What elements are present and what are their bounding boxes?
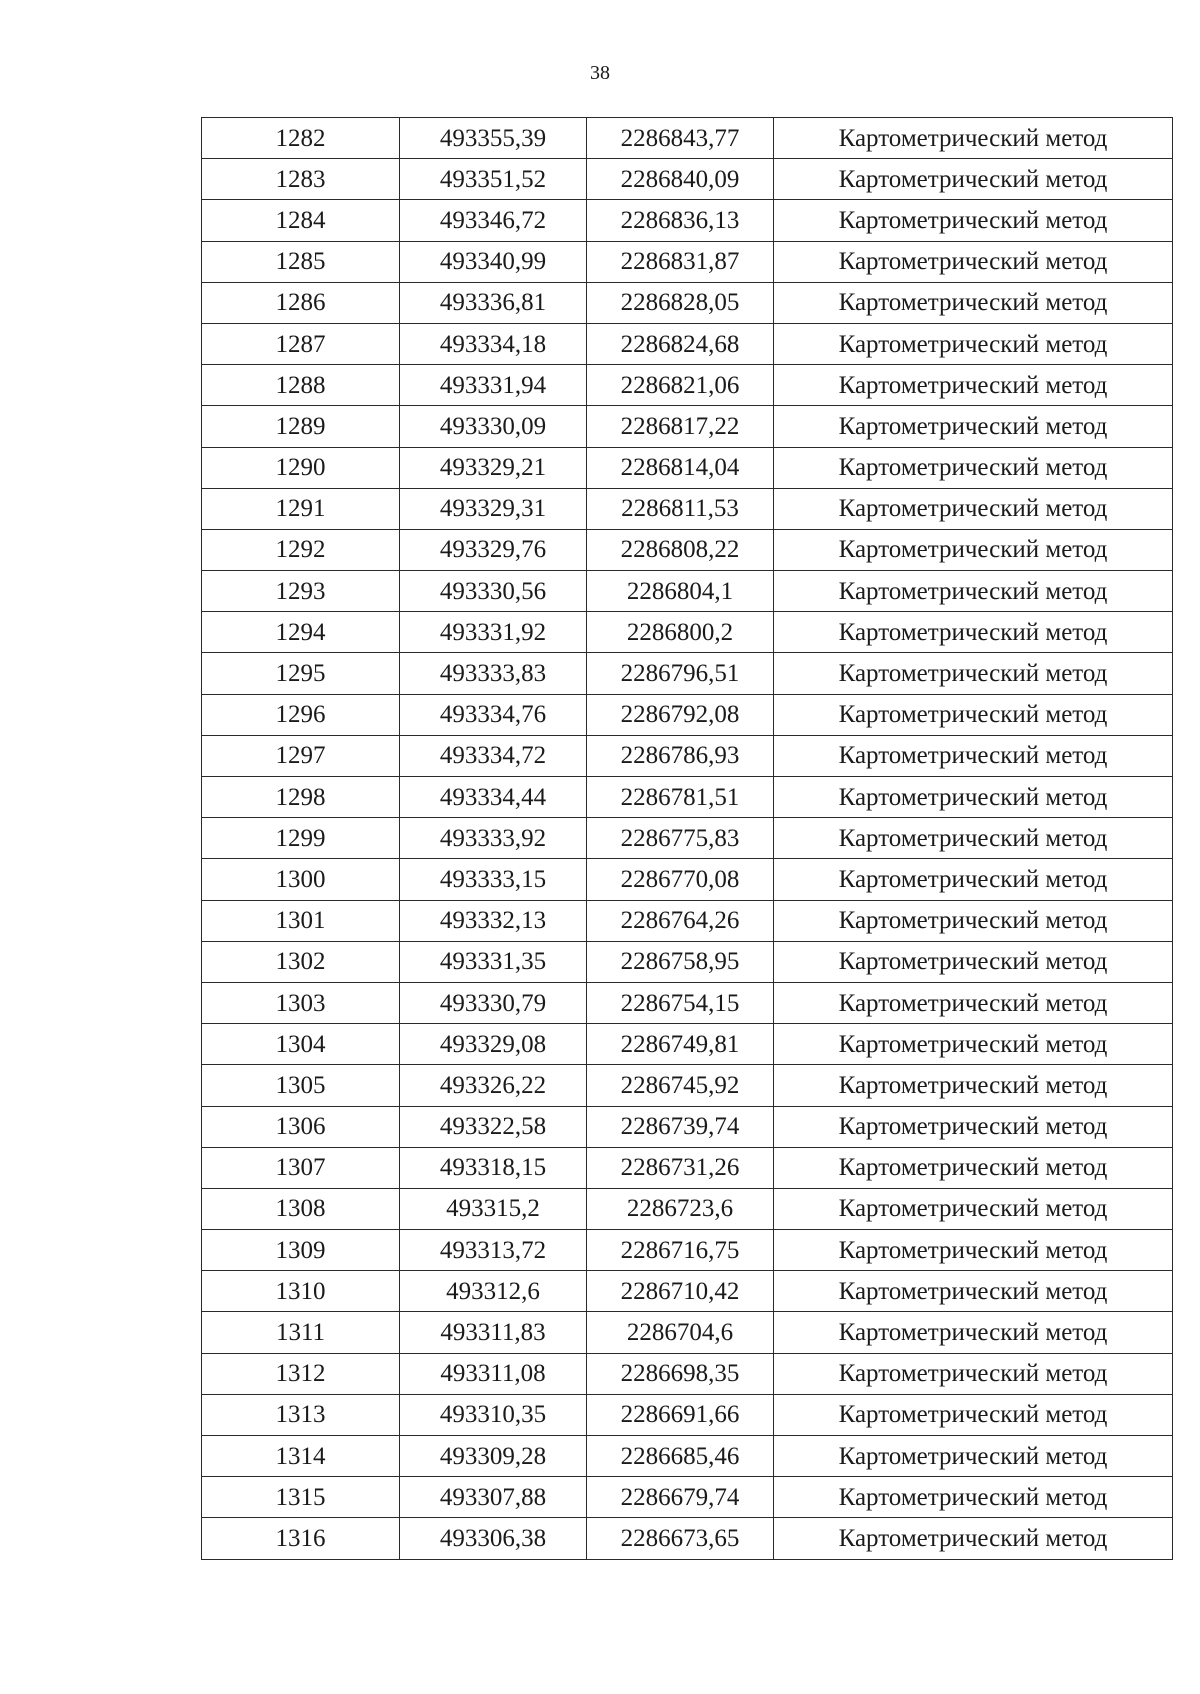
method-cell: Картометрический метод [774,1436,1173,1477]
table-row [202,941,1173,982]
point-number-cell: 1292 [202,529,400,570]
method-cell: Картометрический метод [774,859,1173,900]
method-cell: Картометрический метод [774,200,1173,241]
method-cell: Картометрический метод [774,1518,1173,1559]
y-coordinate-cell: 2286831,87 [587,241,774,282]
y-coordinate-cell: 2286710,42 [587,1271,774,1312]
method-cell: Картометрический метод [774,777,1173,818]
point-number-cell: 1309 [202,1230,400,1271]
y-coordinate-cell: 2286840,09 [587,159,774,200]
x-coordinate-cell: 493336,81 [400,282,587,323]
y-coordinate-cell: 2286758,95 [587,941,774,982]
table-row [202,1106,1173,1147]
point-number-cell: 1282 [202,118,400,159]
x-coordinate-cell: 493329,31 [400,488,587,529]
x-coordinate-cell: 493333,92 [400,818,587,859]
method-cell: Картометрический метод [774,653,1173,694]
table-row [202,1353,1173,1394]
x-coordinate-cell: 493313,72 [400,1230,587,1271]
y-coordinate-cell: 2286731,26 [587,1147,774,1188]
point-number-cell: 1315 [202,1477,400,1518]
method-cell: Картометрический метод [774,1394,1173,1435]
method-cell: Картометрический метод [774,1230,1173,1271]
method-cell: Картометрический метод [774,1271,1173,1312]
point-number-cell: 1295 [202,653,400,694]
point-number-cell: 1300 [202,859,400,900]
method-cell: Картометрический метод [774,282,1173,323]
x-coordinate-cell: 493309,28 [400,1436,587,1477]
point-number-cell: 1294 [202,612,400,653]
point-number-cell: 1310 [202,1271,400,1312]
y-coordinate-cell: 2286691,66 [587,1394,774,1435]
coordinates-table [201,117,1173,1560]
table-row [202,818,1173,859]
table-row [202,653,1173,694]
x-coordinate-cell: 493334,44 [400,777,587,818]
y-coordinate-cell: 2286673,65 [587,1518,774,1559]
y-coordinate-cell: 2286716,75 [587,1230,774,1271]
method-cell: Картометрический метод [774,900,1173,941]
x-coordinate-cell: 493333,83 [400,653,587,694]
x-coordinate-cell: 493330,79 [400,982,587,1023]
x-coordinate-cell: 493329,21 [400,447,587,488]
y-coordinate-cell: 2286770,08 [587,859,774,900]
table-row [202,900,1173,941]
table-row [202,1312,1173,1353]
table-row [202,1477,1173,1518]
x-coordinate-cell: 493340,99 [400,241,587,282]
method-cell: Картометрический метод [774,1353,1173,1394]
y-coordinate-cell: 2286814,04 [587,447,774,488]
y-coordinate-cell: 2286781,51 [587,777,774,818]
table-row [202,241,1173,282]
y-coordinate-cell: 2286698,35 [587,1353,774,1394]
y-coordinate-cell: 2286800,2 [587,612,774,653]
y-coordinate-cell: 2286754,15 [587,982,774,1023]
point-number-cell: 1293 [202,571,400,612]
point-number-cell: 1286 [202,282,400,323]
point-number-cell: 1296 [202,694,400,735]
method-cell: Картометрический метод [774,1106,1173,1147]
x-coordinate-cell: 493306,38 [400,1518,587,1559]
point-number-cell: 1301 [202,900,400,941]
table-row [202,1271,1173,1312]
point-number-cell: 1314 [202,1436,400,1477]
point-number-cell: 1284 [202,200,400,241]
method-cell: Картометрический метод [774,612,1173,653]
x-coordinate-cell: 493330,56 [400,571,587,612]
method-cell: Картометрический метод [774,159,1173,200]
table-row [202,859,1173,900]
method-cell: Картометрический метод [774,1312,1173,1353]
method-cell: Картометрический метод [774,1147,1173,1188]
x-coordinate-cell: 493334,72 [400,735,587,776]
method-cell: Картометрический метод [774,365,1173,406]
table-row [202,323,1173,364]
point-number-cell: 1313 [202,1394,400,1435]
method-cell: Картометрический метод [774,529,1173,570]
table-row [202,982,1173,1023]
y-coordinate-cell: 2286786,93 [587,735,774,776]
y-coordinate-cell: 2286679,74 [587,1477,774,1518]
method-cell: Картометрический метод [774,241,1173,282]
table-row [202,735,1173,776]
method-cell: Картометрический метод [774,406,1173,447]
table-row [202,1230,1173,1271]
table-row [202,200,1173,241]
table-row [202,282,1173,323]
x-coordinate-cell: 493311,83 [400,1312,587,1353]
point-number-cell: 1298 [202,777,400,818]
x-coordinate-cell: 493334,76 [400,694,587,735]
table-row [202,1024,1173,1065]
table-row [202,1436,1173,1477]
point-number-cell: 1316 [202,1518,400,1559]
method-cell: Картометрический метод [774,982,1173,1023]
point-number-cell: 1306 [202,1106,400,1147]
x-coordinate-cell: 493346,72 [400,200,587,241]
table-row [202,159,1173,200]
method-cell: Картометрический метод [774,323,1173,364]
y-coordinate-cell: 2286843,77 [587,118,774,159]
method-cell: Картометрический метод [774,1024,1173,1065]
x-coordinate-cell: 493333,15 [400,859,587,900]
y-coordinate-cell: 2286792,08 [587,694,774,735]
point-number-cell: 1289 [202,406,400,447]
point-number-cell: 1287 [202,323,400,364]
method-cell: Картометрический метод [774,818,1173,859]
table-row [202,1147,1173,1188]
y-coordinate-cell: 2286836,13 [587,200,774,241]
table-row [202,1188,1173,1229]
method-cell: Картометрический метод [774,118,1173,159]
method-cell: Картометрический метод [774,447,1173,488]
x-coordinate-cell: 493329,08 [400,1024,587,1065]
y-coordinate-cell: 2286739,74 [587,1106,774,1147]
method-cell: Картометрический метод [774,941,1173,982]
y-coordinate-cell: 2286824,68 [587,323,774,364]
y-coordinate-cell: 2286745,92 [587,1065,774,1106]
point-number-cell: 1283 [202,159,400,200]
point-number-cell: 1285 [202,241,400,282]
x-coordinate-cell: 493310,35 [400,1394,587,1435]
table-row [202,694,1173,735]
y-coordinate-cell: 2286821,06 [587,365,774,406]
point-number-cell: 1304 [202,1024,400,1065]
table-row [202,447,1173,488]
point-number-cell: 1312 [202,1353,400,1394]
y-coordinate-cell: 2286685,46 [587,1436,774,1477]
x-coordinate-cell: 493331,94 [400,365,587,406]
x-coordinate-cell: 493326,22 [400,1065,587,1106]
x-coordinate-cell: 493331,92 [400,612,587,653]
method-cell: Картометрический метод [774,694,1173,735]
method-cell: Картометрический метод [774,571,1173,612]
point-number-cell: 1299 [202,818,400,859]
point-number-cell: 1307 [202,1147,400,1188]
table-row [202,571,1173,612]
table-row [202,529,1173,570]
y-coordinate-cell: 2286828,05 [587,282,774,323]
y-coordinate-cell: 2286796,51 [587,653,774,694]
method-cell: Картометрический метод [774,1065,1173,1106]
y-coordinate-cell: 2286811,53 [587,488,774,529]
method-cell: Картометрический метод [774,1477,1173,1518]
table-row [202,777,1173,818]
point-number-cell: 1311 [202,1312,400,1353]
x-coordinate-cell: 493315,2 [400,1188,587,1229]
table-row [202,1065,1173,1106]
table-body [202,118,1173,1560]
x-coordinate-cell: 493307,88 [400,1477,587,1518]
point-number-cell: 1297 [202,735,400,776]
x-coordinate-cell: 493330,09 [400,406,587,447]
method-cell: Картометрический метод [774,488,1173,529]
x-coordinate-cell: 493318,15 [400,1147,587,1188]
point-number-cell: 1288 [202,365,400,406]
x-coordinate-cell: 493331,35 [400,941,587,982]
point-number-cell: 1302 [202,941,400,982]
y-coordinate-cell: 2286704,6 [587,1312,774,1353]
x-coordinate-cell: 493311,08 [400,1353,587,1394]
point-number-cell: 1303 [202,982,400,1023]
x-coordinate-cell: 493334,18 [400,323,587,364]
table-row [202,612,1173,653]
y-coordinate-cell: 2286764,26 [587,900,774,941]
x-coordinate-cell: 493355,39 [400,118,587,159]
y-coordinate-cell: 2286808,22 [587,529,774,570]
y-coordinate-cell: 2286804,1 [587,571,774,612]
method-cell: Картометрический метод [774,735,1173,776]
point-number-cell: 1291 [202,488,400,529]
table-row [202,1518,1173,1559]
x-coordinate-cell: 493312,6 [400,1271,587,1312]
y-coordinate-cell: 2286723,6 [587,1188,774,1229]
point-number-cell: 1308 [202,1188,400,1229]
y-coordinate-cell: 2286775,83 [587,818,774,859]
table-row [202,406,1173,447]
point-number-cell: 1305 [202,1065,400,1106]
table-row [202,1394,1173,1435]
x-coordinate-cell: 493351,52 [400,159,587,200]
x-coordinate-cell: 493322,58 [400,1106,587,1147]
x-coordinate-cell: 493332,13 [400,900,587,941]
y-coordinate-cell: 2286749,81 [587,1024,774,1065]
page-number: 38 [590,62,610,84]
method-cell: Картометрический метод [774,1188,1173,1229]
table-row [202,488,1173,529]
x-coordinate-cell: 493329,76 [400,529,587,570]
y-coordinate-cell: 2286817,22 [587,406,774,447]
table-row [202,118,1173,159]
point-number-cell: 1290 [202,447,400,488]
table-row [202,365,1173,406]
